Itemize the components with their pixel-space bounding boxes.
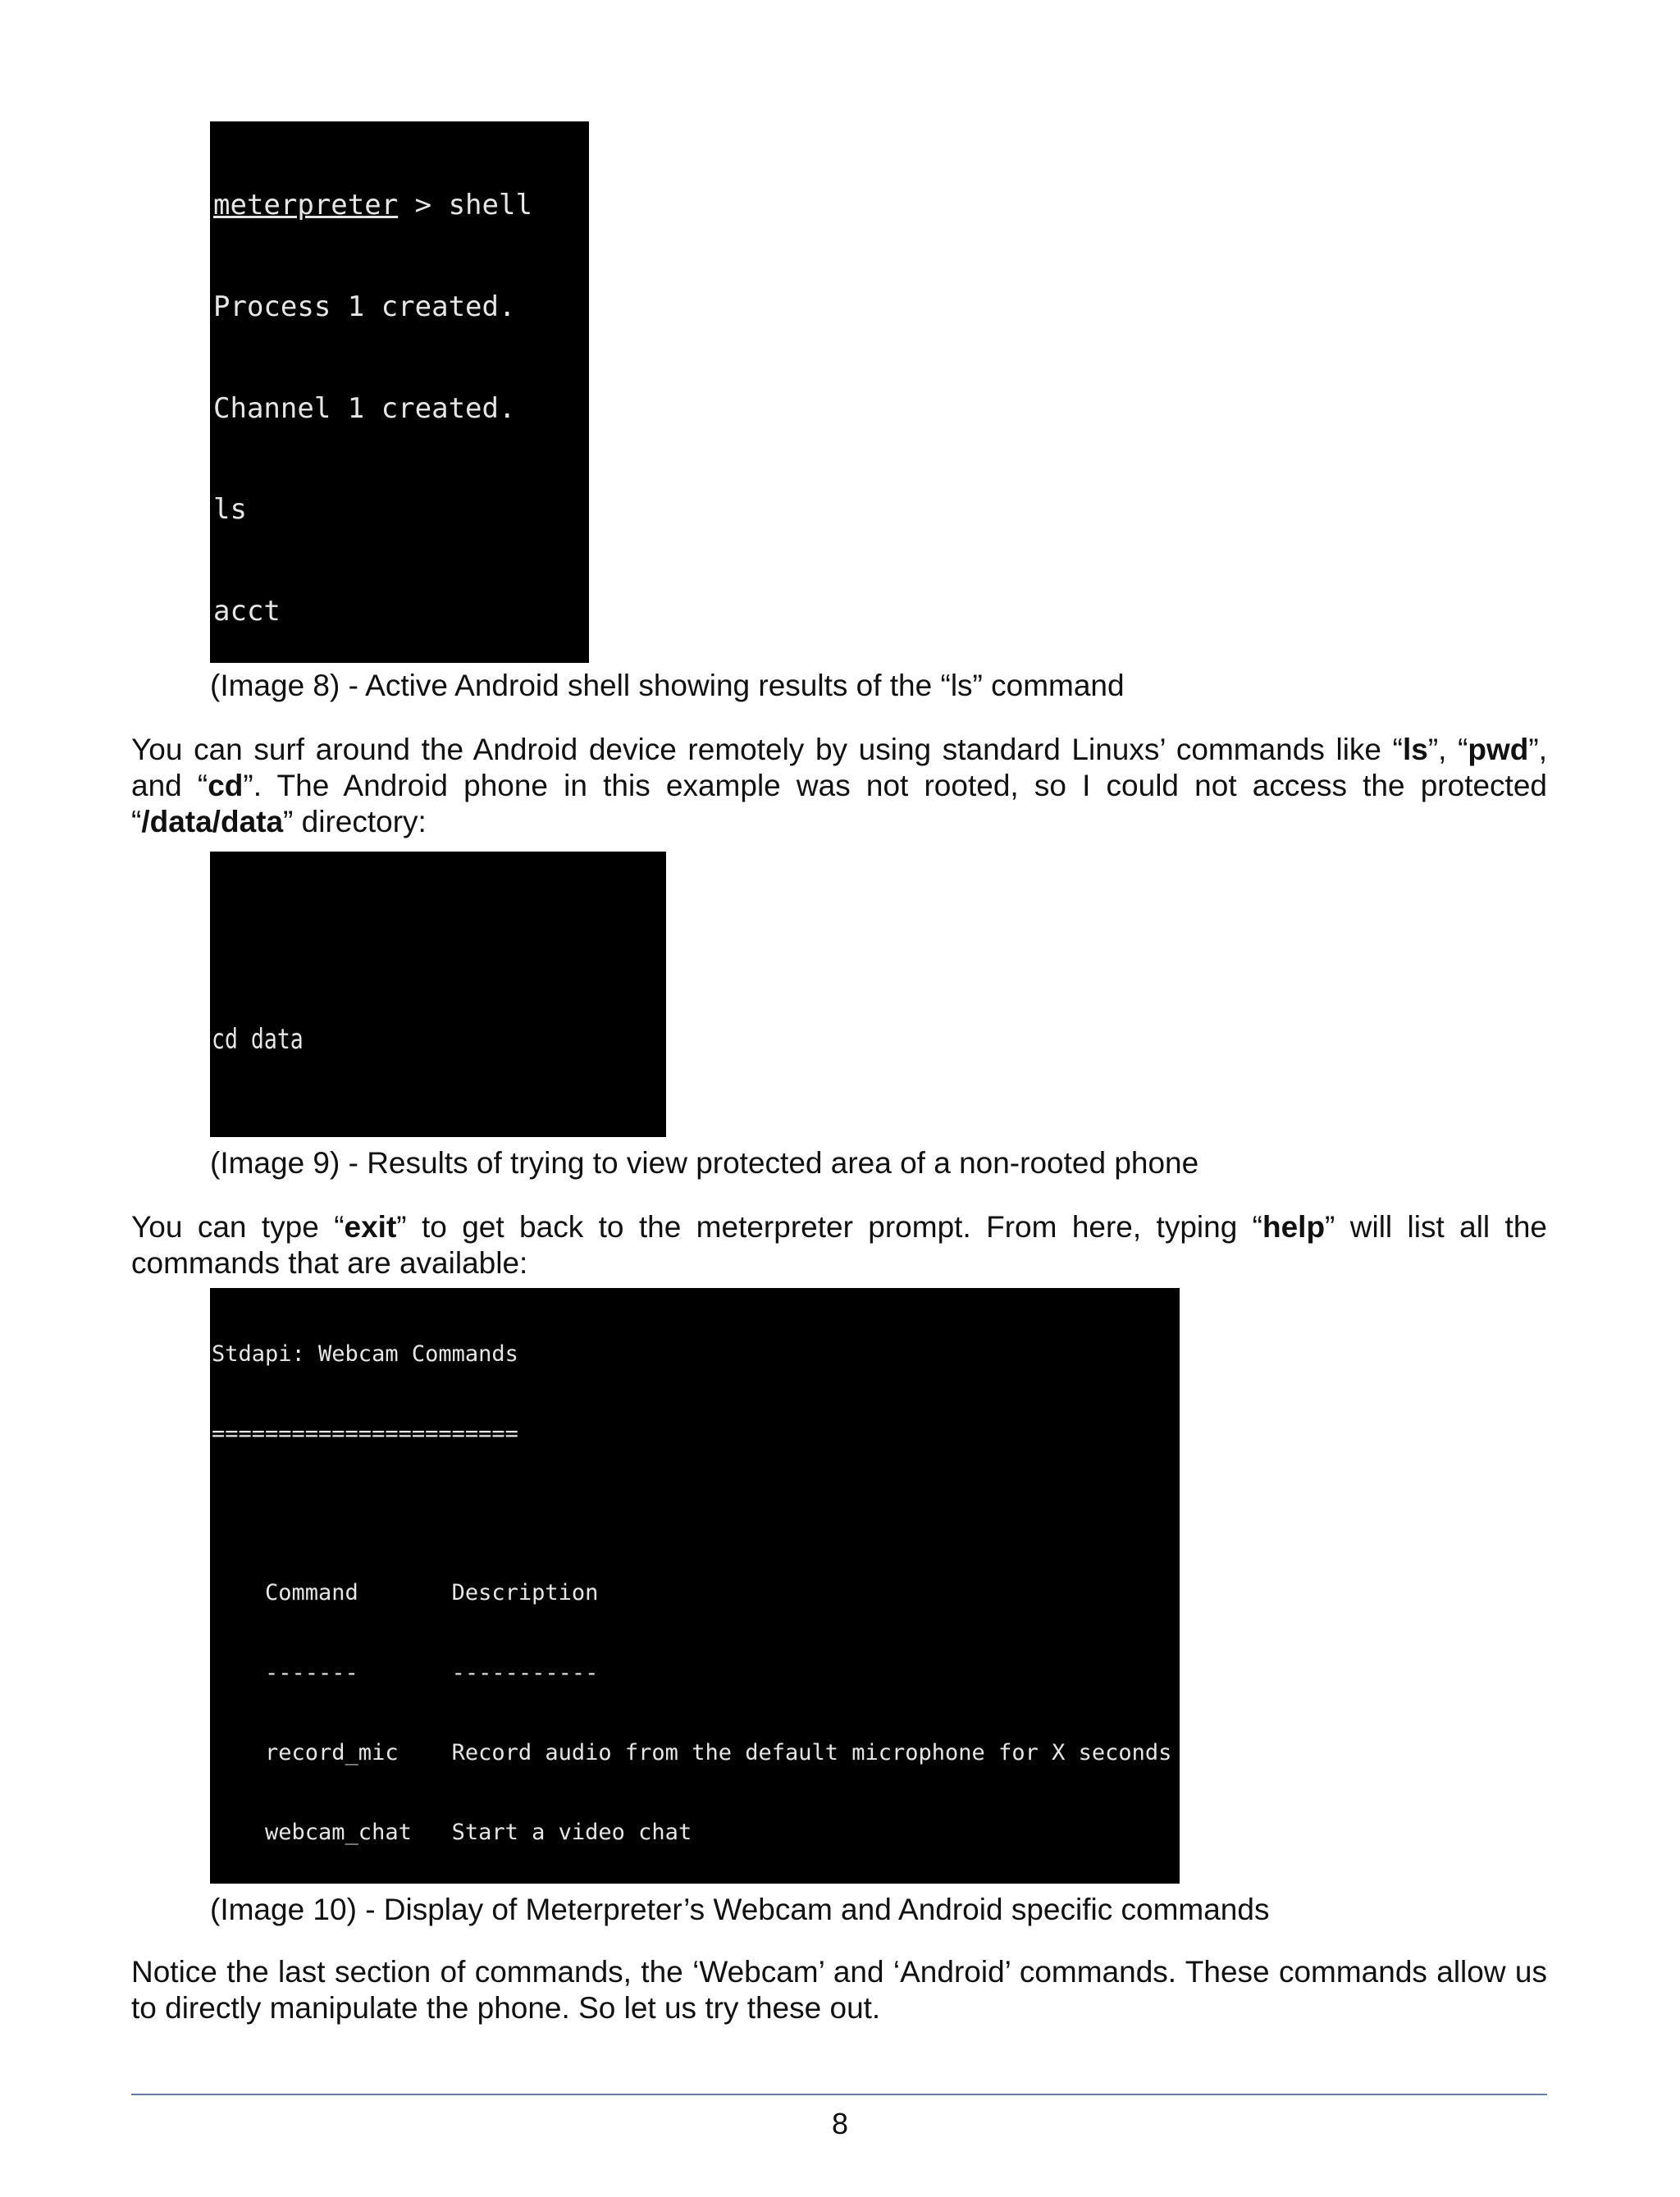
text-run: ” directory: [283, 805, 427, 838]
terminal-line: acct [213, 594, 281, 628]
text-run: ”, “ [1427, 733, 1468, 766]
terminal-line [212, 1500, 1180, 1527]
table-header-rule: ------- ----------- [212, 1660, 599, 1686]
paragraph-shell-commands [131, 732, 1547, 840]
text-run: ” will list all the commands that are available: [131, 1210, 1547, 1280]
paragraph-webcam-android: Notice the last section of commands, the ‘Webcam’ and ‘Android’ commands. These commands allow us to directly manipulate the phone. So let us try these out. [131, 1955, 1547, 2025]
figure-caption-image-8: (Image 8) - Active Android shell showing results of the “ls” command [210, 669, 1125, 702]
text-run: ”, and “ [131, 733, 1548, 802]
terminal-command: > shell [398, 189, 532, 222]
text-run: ”. The Android phone in this example was not rooted, so I could not access the protected “ [131, 769, 1547, 838]
table-header: Command Description [212, 1580, 599, 1606]
terminal-line: Process 1 created. [213, 290, 516, 324]
bold-command: cd [208, 769, 244, 802]
terminal-line: cd data [212, 1023, 304, 1056]
section-underline: ======================= [212, 1421, 518, 1447]
table-row: record_mic Record audio from the default microphone for X seconds [212, 1739, 1172, 1765]
bold-command: ls [1402, 733, 1428, 766]
bold-command: help [1262, 1210, 1326, 1244]
terminal-screenshot-permission-denied [210, 852, 666, 1137]
figure-caption-image-10: (Image 10) - Display of Meterpreter’s Webcam and Android specific commands [210, 1893, 1270, 1926]
bold-path: /data/data [141, 805, 284, 838]
text-run: You can surf around the Android device remotely by using standard Linuxs’ commands like “ [131, 733, 1403, 766]
bold-command: exit [344, 1210, 397, 1244]
terminal-line: Channel 1 created. [213, 391, 516, 425]
terminal-line: ls [213, 493, 247, 527]
terminal-prompt: meterpreter [213, 189, 399, 222]
page-number: 8 [831, 2107, 849, 2140]
figure-caption-image-9: (Image 9) - Results of trying to view protected area of a non-rooted phone [210, 1146, 1199, 1180]
table-row: webcam_chat Start a video chat [212, 1820, 692, 1846]
text-run: You can type “ [131, 1210, 345, 1244]
paragraph-help-command [131, 1209, 1547, 1281]
terminal-screenshot-shell [210, 121, 589, 663]
terminal-screenshot-help-commands [210, 1288, 1180, 1884]
terminal-content [212, 935, 566, 1137]
footer-divider [131, 2094, 1547, 2095]
text-run: ” to get back to the meterpreter prompt. From here, typing “ [396, 1210, 1262, 1244]
terminal-line [213, 189, 589, 222]
section-heading: Stdapi: Webcam Commands [212, 1341, 518, 1367]
bold-command: pwd [1468, 733, 1529, 766]
